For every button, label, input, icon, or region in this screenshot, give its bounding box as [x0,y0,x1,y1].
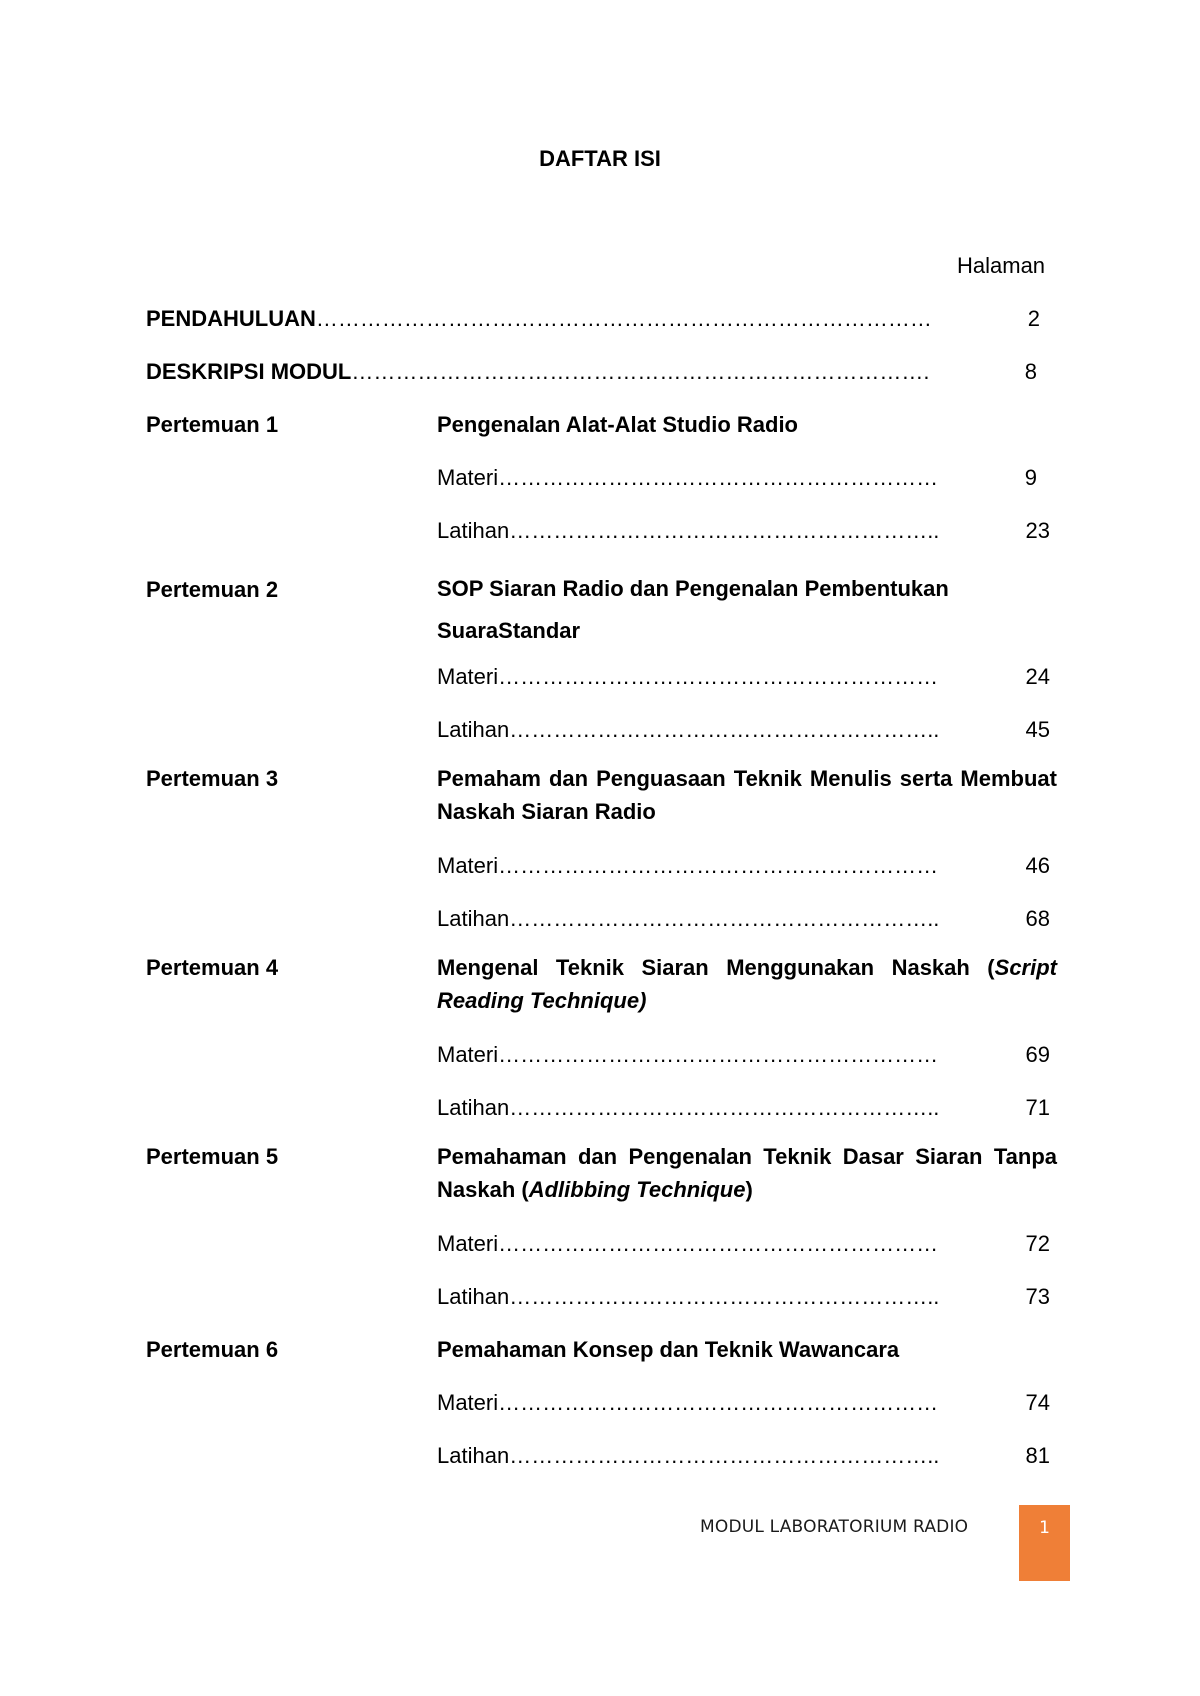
toc-entry-latihan [437,1095,939,1121]
toc-page-number: 73 [1025,1284,1050,1309]
toc-entry-materi [437,1231,938,1257]
toc-page-number: 24 [1025,664,1050,689]
toc-entry-label: Latihan [437,906,510,931]
toc-entry-materi [437,1042,938,1068]
leader-dots: ………………………………………………….. [509,1443,940,1468]
toc-page-number: 72 [1025,1231,1050,1256]
toc-entry-pendahuluan [146,306,932,332]
toc-entry-label: Latihan [437,1284,510,1309]
footer-page-badge [1019,1505,1070,1581]
toc-page-number: 9 [1024,465,1037,490]
leader-dots: …………………………………………………… [498,853,939,878]
leader-dots: ……………………………………………………………………. [351,359,930,384]
session-topic: SOP Siaran Radio dan Pengenalan Pembentukan SuaraStandar [437,576,949,643]
session-topic: Mengenal Teknik Siaran Menggunakan Naskah (Script Reading Technique) [437,955,1057,1013]
session-topic-italic: Adlibbing Technique [528,1177,746,1202]
session-label: Pertemuan 4 [146,955,279,980]
leader-dots: …………………………………………………… [498,1231,939,1256]
session-label: Pertemuan 3 [146,766,279,791]
leader-dots: …………………………………………………… [498,1390,939,1415]
toc-entry-label: Materi [437,664,499,689]
toc-entry-deskripsi-modul [146,359,929,385]
toc-entry-label: Materi [437,1231,499,1256]
toc-page-number: 23 [1025,518,1050,543]
session-topic: Pemahaman dan Pengenalan Teknik Dasar Siaran Tanpa Naskah (Adlibbing Technique) [437,1144,1057,1202]
toc-page-number: 8 [1024,359,1037,384]
session-label: Pertemuan 2 [146,577,279,602]
toc-entry-label: Latihan [437,518,510,543]
toc-page-number: 68 [1025,906,1050,931]
toc-entry-latihan [437,906,939,932]
toc-entry-label: Latihan [437,1443,510,1468]
toc-page-number: 2 [1027,306,1040,331]
toc-entry-label: Materi [437,465,499,490]
leader-dots: ………………………………………………….. [509,717,940,742]
session-topic: Pemaham dan Penguasaan Teknik Menulis serta Membuat Naskah Siaran Radio [437,766,1057,824]
leader-dots: …………………………………………………… [498,664,939,689]
page-title: DAFTAR ISI [539,146,661,171]
session-label: Pertemuan 1 [146,412,279,437]
session-topic: Pengenalan Alat-Alat Studio Radio [437,412,798,437]
toc-entry-materi [437,465,938,491]
toc-entry-materi [437,853,938,879]
halaman-header: Halaman [957,253,1046,278]
toc-entry-latihan [437,1284,939,1310]
session-topic-italic: Script Reading Technique) [437,955,1057,1013]
toc-entry-materi [437,1390,938,1416]
toc-entry-materi [437,664,938,690]
toc-page-number: 81 [1025,1443,1050,1468]
toc-page-number: 46 [1025,853,1050,878]
toc-page-number: 74 [1025,1390,1050,1415]
toc-page-number: 69 [1025,1042,1050,1067]
toc-entry-label: DESKRIPSI MODUL [146,359,352,384]
session-label: Pertemuan 6 [146,1337,279,1362]
toc-entry-label: Latihan [437,717,510,742]
session-topic: Pemahaman Konsep dan Teknik Wawancara [437,1337,900,1362]
leader-dots: ………………………………………………………………………… [315,306,932,331]
toc-page-number: 71 [1025,1095,1050,1120]
leader-dots: ………………………………………………….. [509,1095,940,1120]
leader-dots: ………………………………………………….. [509,1284,940,1309]
leader-dots: …………………………………………………… [498,1042,939,1067]
toc-page-number: 45 [1025,717,1050,742]
leader-dots: ………………………………………………….. [509,518,940,543]
toc-entry-label: PENDAHULUAN [146,306,316,331]
session-label: Pertemuan 5 [146,1144,279,1169]
toc-entry-label: Materi [437,1042,499,1067]
leader-dots: …………………………………………………… [498,465,939,490]
footer-page-number: 1 [1039,1518,1050,1538]
toc-entry-latihan [437,1443,939,1469]
toc-entry-latihan [437,518,939,544]
toc-entry-latihan [437,717,939,743]
toc-entry-label: Materi [437,1390,499,1415]
toc-entry-label: Materi [437,853,499,878]
toc-entry-label: Latihan [437,1095,510,1120]
footer-module-title: MODUL LABORATORIUM RADIO [700,1517,969,1537]
leader-dots: ………………………………………………….. [509,906,940,931]
